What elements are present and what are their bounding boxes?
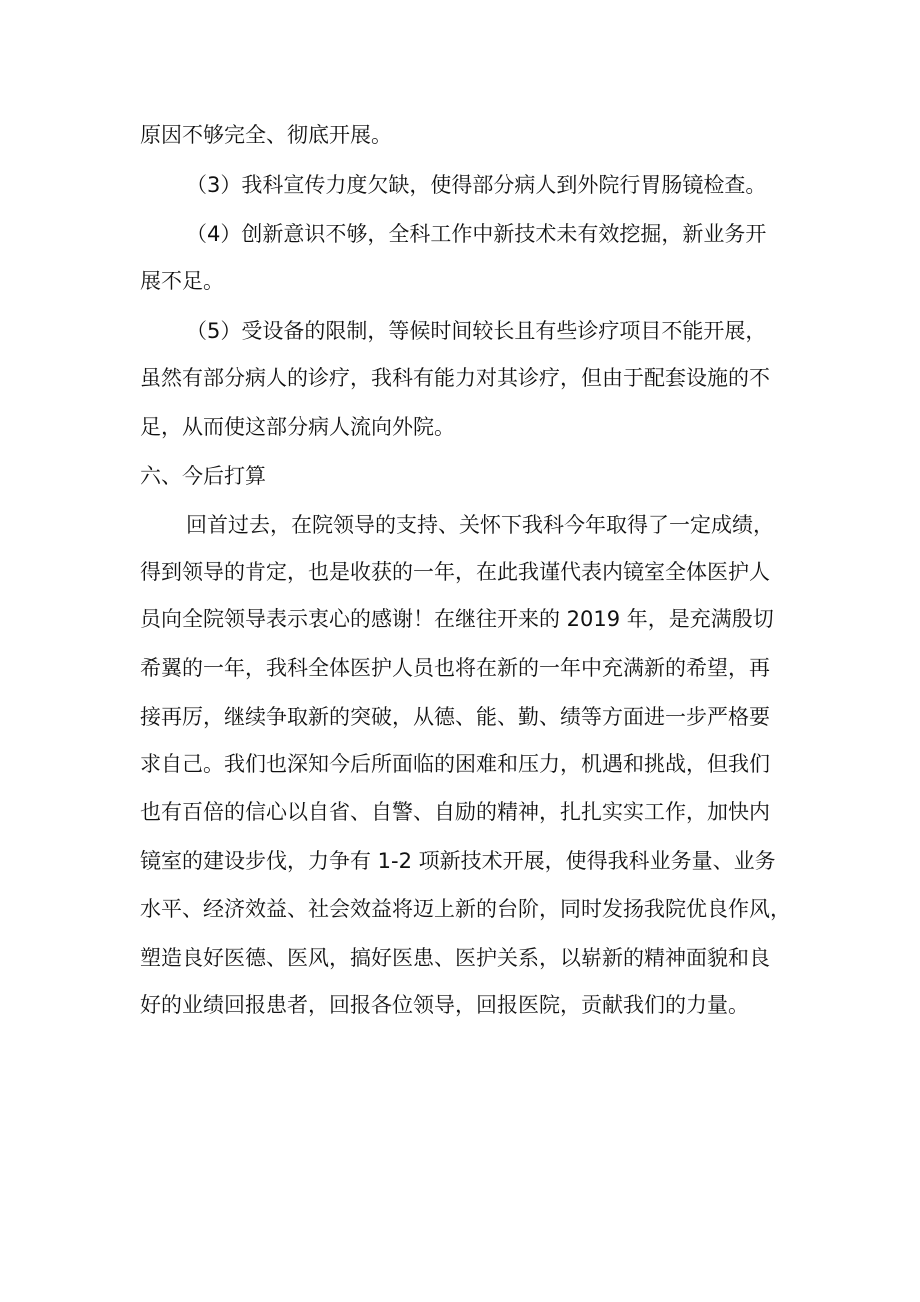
- text-line: 展不足。: [140, 269, 224, 293]
- text-line: 求自己。我们也深知今后所面临的困难和压力，机遇和挑战，但我们: [140, 752, 770, 776]
- section-heading: 六、今后打算: [140, 464, 266, 488]
- text-line: 塑造良好医德、医风，搞好医患、医护关系，以崭新的精神面貌和良: [140, 946, 770, 970]
- text-line: 也有百倍的信心以自省、自警、自励的精神，扎扎实实工作，加快内: [140, 800, 770, 824]
- text-line: 得到领导的肯定，也是收获的一年，在此我谨代表内镜室全体医护人: [140, 560, 770, 584]
- text-line: 接再厉，继续争取新的突破，从德、能、勤、绩等方面进一步严格要: [140, 705, 770, 729]
- text-line: 足，从而使这部分病人流向外院。: [140, 415, 455, 439]
- text-line: 员向全院领导表示衷心的感谢！在继往开来的 2019 年，是充满殷切: [140, 607, 774, 631]
- list-item-3: （3）我科宣传力度欠缺，使得部分病人到外院行胃肠镜检查。: [186, 173, 767, 197]
- text-line: 镜室的建设步伐，力争有 1-2 项新技术开展，使得我科业务量、业务: [140, 849, 776, 873]
- text-line: 好的业绩回报患者，回报各位领导，回报医院，贡献我们的力量。: [140, 993, 749, 1017]
- list-item-4: （4）创新意识不够，全科工作中新技术未有效挖掘，新业务开: [186, 222, 767, 246]
- text-line: 希翼的一年，我科全体医护人员也将在新的一年中充满新的希望，再: [140, 656, 770, 680]
- list-item-5: （5）受设备的限制，等候时间较长且有些诊疗项目不能开展，: [186, 319, 767, 343]
- paragraph-start: 回首过去，在院领导的支持、关怀下我科今年取得了一定成绩，: [186, 513, 774, 537]
- text-line: 原因不够完全、彻底开展。: [140, 123, 392, 147]
- text-line: 水平、经济效益、社会效益将迈上新的台阶，同时发扬我院优良作风，: [140, 897, 791, 921]
- text-line: 虽然有部分病人的诊疗，我科有能力对其诊疗，但由于配套设施的不: [140, 366, 770, 390]
